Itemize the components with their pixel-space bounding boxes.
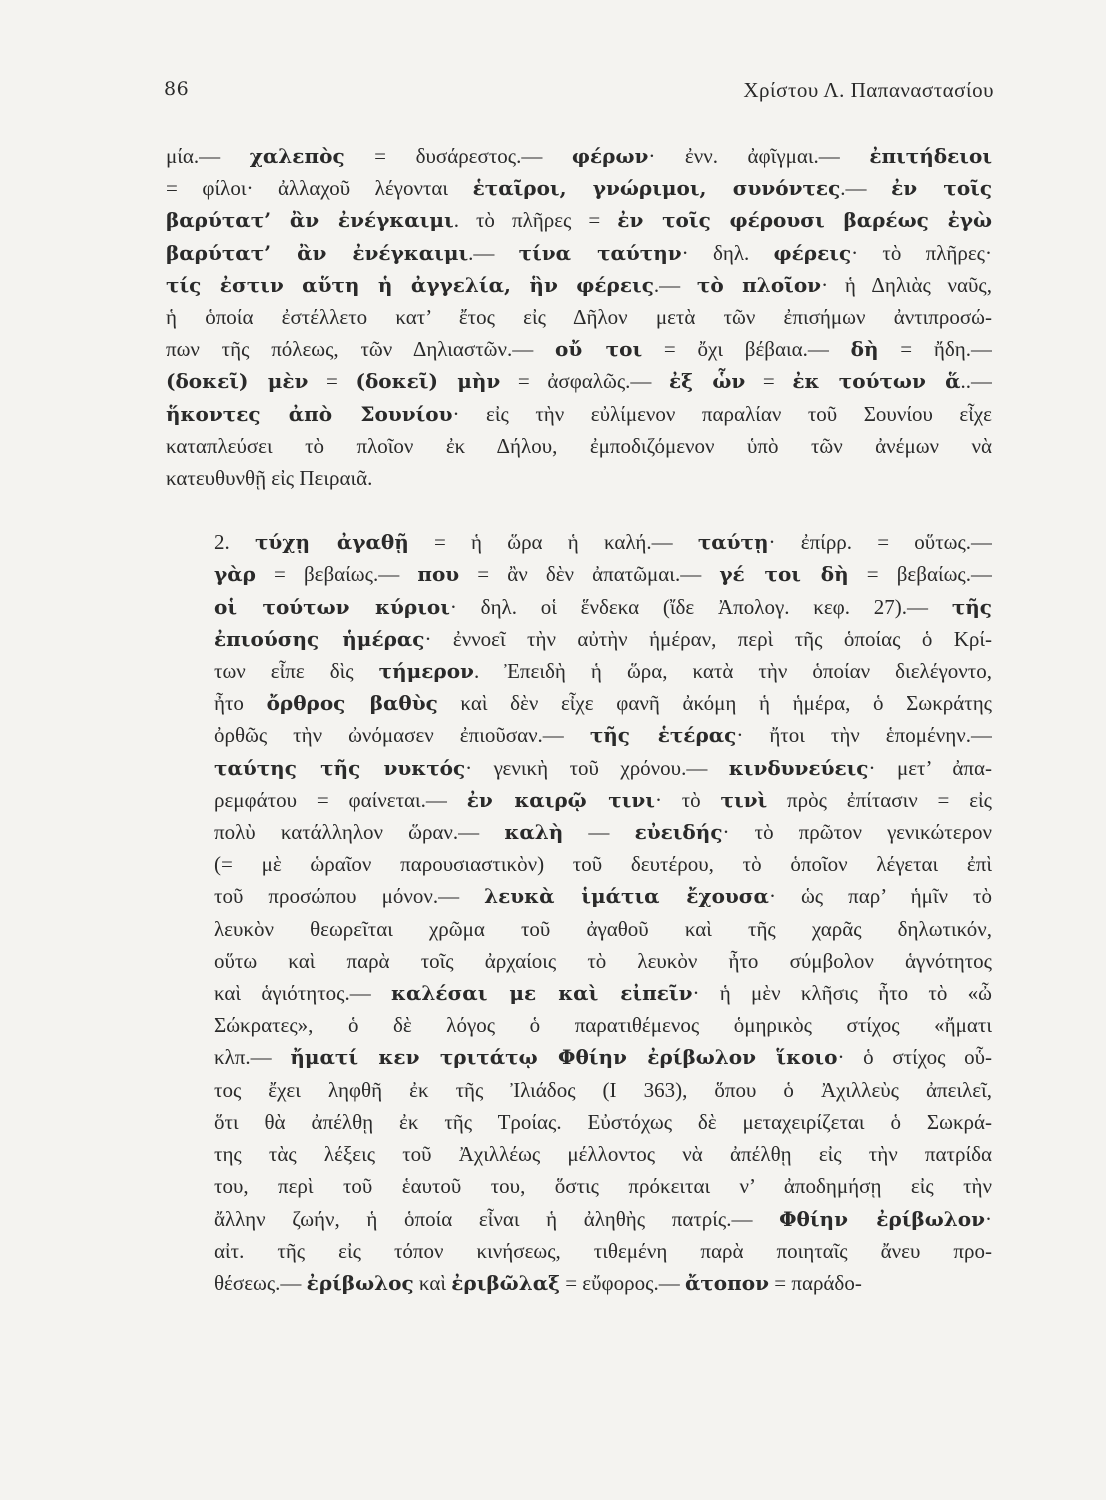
lemma-term: (δοκεῖ) μὴν [355, 369, 501, 394]
text-run: τος ἔχει ληφθῆ ἐκ τῆς Ἰλιάδος (Ι 363), ὅπου ὁ Ἀχιλλεὺς ἀπειλεῖ, [214, 1077, 992, 1102]
text-run: οὕτω καὶ παρὰ τοῖς ἀρχαίοις τὸ λευκὸν ἦτο σύμβολον ἁγνότητος [214, 948, 992, 973]
text-line [166, 237, 992, 269]
lemma-term: ἐν τοῖς [891, 176, 992, 201]
page-number: 86 [164, 78, 190, 100]
lemma-term: τινὶ [720, 787, 768, 812]
text-line [166, 1170, 992, 1202]
text-run: 2. [214, 530, 255, 555]
text-line [166, 526, 992, 558]
lemma-term: τῆς ἑτέρας [589, 723, 737, 748]
text-run: λευκὸν θεωρεῖται χρῶμα τοῦ ἀγαθοῦ καὶ τῆς χαρᾶς δηλωτικόν, [214, 916, 992, 941]
text-run: . Ἐπειδὴ ἡ ὥρα, κατὰ τὴν ὁποίαν διελέγοντο, [473, 659, 992, 684]
text-line [166, 591, 992, 623]
text-line [166, 816, 992, 848]
text-run: . τὸ πλῆρες = [453, 208, 618, 233]
text-run: · ἤτοι τὴν ἑπομένην.— [736, 723, 992, 748]
lemma-term: που [417, 562, 460, 587]
lemma-term: ἐκ τούτων ἅ [792, 369, 961, 394]
text-run: · δηλ. [681, 240, 774, 265]
lemma-term: βαρύτατ’ ἂν ἐνέγκαιμι [166, 208, 454, 233]
lemma-term: ἑταῖροι, γνώριμοι, συνόντες [472, 176, 841, 201]
text-run: τοῦ προσώπου μόνον.— [214, 884, 485, 909]
text-run: = ἤδη.— [878, 337, 992, 362]
text-line [166, 398, 992, 430]
lemma-term: βαρύτατ’ ἂν ἐνέγκαιμι [166, 240, 469, 265]
text-line [166, 269, 992, 301]
lemma-term: χαλεπὸς [249, 144, 345, 168]
text-line [166, 430, 992, 462]
text-run: · τὸ πλῆρες· [851, 240, 992, 265]
text-run: .— [653, 272, 697, 297]
lemma-term: ἐπιούσης ἡμέρας [214, 626, 425, 651]
text-run: πων τῆς πόλεως, τῶν Δηλιαστῶν.— [166, 337, 555, 362]
text-run: καταπλεύσει τὸ πλοῖον ἐκ Δήλου, ἐμποδιζόμενον ὑπὸ τῶν ἀνέμων νὰ [166, 433, 992, 458]
text-line [166, 655, 992, 687]
text-line [166, 462, 992, 494]
text-run: = βεβαίως.— [848, 562, 992, 587]
text-line [166, 848, 992, 880]
lemma-term: τίνα ταύτην [518, 240, 682, 265]
lemma-term: δὴ [850, 337, 879, 362]
lemma-term: γὰρ [214, 562, 256, 587]
text-line [166, 1203, 992, 1235]
text-run: · ἐπίρρ. = οὕτως.— [768, 530, 992, 555]
lemma-term: ταύτῃ [697, 530, 769, 555]
lemma-term: λευκὰ ἱμάτια ἔχουσα [484, 884, 769, 909]
lemma-term: γέ τοι δὴ [719, 562, 849, 587]
lemma-term: ἐξ ὧν [669, 369, 746, 394]
text-run: αἰτ. τῆς εἰς τόπον κινήσεως, τιθεμένη παρὰ ποιηταῖς ἄνευ προ- [214, 1238, 992, 1263]
text-line [166, 913, 992, 945]
text-run: των εἶπε δὶς [214, 659, 379, 684]
text-run: ὀρθῶς τὴν ὠνόμασεν ἐπιοῦσαν.— [214, 723, 590, 748]
text-line [166, 1235, 992, 1267]
text-line [166, 784, 992, 816]
text-run: = ὄχι βέβαια.— [642, 337, 851, 362]
lemma-term: καλέσαι με καὶ εἰπεῖν [391, 981, 693, 1006]
lemma-term: τήμερον [378, 659, 474, 684]
text-run: ἡ ὁποία ἐστέλλετο κατ’ ἔτος εἰς Δῆλον μετὰ τῶν ἐπισήμων ἀντιπροσώ- [166, 305, 992, 330]
text-run: = ἂν δὲν ἀπατῶμαι.— [459, 562, 720, 587]
text-run: Σώκρατες», ὁ δὲ λόγος ὁ παρατιθέμενος ὁμηρικὸς στίχος «ἤματι [214, 1013, 992, 1038]
text-line [166, 945, 992, 977]
text-run: πολὺ κατάλληλον ὥραν.— [214, 820, 505, 845]
lemma-term: τίς ἐστιν αὕτη ἡ ἀγγελία, ἣν φέρεις [166, 272, 654, 297]
lemma-term: ἐριβῶλαξ [451, 1270, 560, 1295]
text-run: · μετ’ ἀπα- [868, 755, 992, 780]
text-run: ἦτο [214, 691, 267, 716]
text-run: = ἀσφαλῶς.— [500, 369, 669, 394]
lemma-term: ὄρθρος βαθὺς [266, 691, 438, 716]
text-line [166, 301, 992, 333]
text-run: · ἐννοεῖ τὴν αὐτὴν ἡμέραν, περὶ τῆς ὁποίας ὁ Κρί- [424, 626, 992, 651]
text-run: του, περὶ τοῦ ἑαυτοῦ του, ὅστις πρόκειται ν’ ἀποδημήσῃ εἰς τὴν [214, 1174, 992, 1199]
text-line [166, 1106, 992, 1138]
lemma-term: ἤματί κεν τριτάτῳ Φθίην ἐρίβωλον ἵκοιο [290, 1045, 838, 1070]
text-run: · [985, 1206, 992, 1231]
text-line [166, 752, 992, 784]
lemma-term: φέρεις [773, 240, 852, 265]
text-run: = [308, 369, 356, 394]
text-run: μία.— [166, 144, 250, 168]
text-run: ἄλλην ζωήν, ἡ ὁποία εἶναι ἡ ἀληθὴς πατρίς.— [214, 1206, 780, 1231]
text-run: · τὸ πρῶτον γενικώτερον [722, 820, 992, 845]
text-run: · δηλ. οἱ ἕνδεκα (ἴδε Ἀπολογ. κεφ. 27).— [449, 594, 952, 619]
header-title: Χρίστου Λ. Παπαναστασίου [743, 78, 994, 102]
lemma-term: ἐρίβωλος [306, 1270, 414, 1295]
commentary-text [166, 140, 992, 1299]
text-run: κατευθυνθῇ εἰς Πειραιᾶ. [166, 466, 373, 491]
lemma-term: κινδυνεύεις [728, 755, 869, 780]
paragraph-1 [166, 140, 992, 494]
text-run: καὶ δὲν εἶχε φανῆ ἀκόμη ἡ ἡμέρα, ὁ Σωκράτης [437, 691, 992, 716]
lemma-term: καλὴ [504, 820, 564, 845]
text-run: = [745, 369, 793, 394]
text-line [166, 1074, 992, 1106]
text-run: · τὸ [654, 787, 721, 812]
text-line [166, 204, 992, 236]
text-run: κλπ.— [214, 1045, 291, 1070]
text-run: = παράδο- [769, 1270, 862, 1295]
text-run: ὅτι θὰ ἀπέλθῃ ἐκ τῆς Τροίας. Εὐστόχως δὲ μεταχειρίζεται ὁ Σωκρά- [214, 1109, 992, 1134]
text-run: = φίλοι· ἀλλαχοῦ λέγονται [166, 176, 473, 201]
lemma-term: ἥκοντες ἀπὸ Σουνίου [166, 401, 453, 426]
text-run: .— [840, 176, 892, 201]
lemma-term: οἱ τούτων κύριοι [214, 594, 450, 619]
text-run: · ὡς παρ’ ἡμῖν τὸ [768, 884, 992, 909]
text-line [166, 172, 992, 204]
text-line [166, 558, 992, 590]
text-run: .— [468, 240, 519, 265]
text-run: = βεβαίως.— [255, 562, 418, 587]
text-line [166, 977, 992, 1009]
text-run: = εὔφορος.— [559, 1270, 685, 1295]
text-line [166, 333, 992, 365]
lemma-term: τύχῃ ἀγαθῇ [254, 530, 409, 555]
lemma-term: ἄτοπον [684, 1270, 769, 1295]
lemma-term: Φθίην ἐρίβωλον [779, 1206, 985, 1231]
paragraph-2 [166, 526, 992, 1299]
text-run: · ὁ στίχος οὗ- [837, 1045, 992, 1070]
lemma-term: οὔ τοι [554, 337, 643, 362]
text-run: · ἡ Δηλιὰς ναῦς, [821, 272, 992, 297]
text-run: · ἡ μὲν κλῆσις ἦτο τὸ «ὦ [692, 981, 992, 1006]
text-line [166, 140, 992, 172]
lemma-term: ταύτης τῆς νυκτός [214, 755, 466, 780]
lemma-term: εὐειδής [634, 820, 723, 845]
text-line [166, 1041, 992, 1073]
text-line [166, 719, 992, 751]
text-line [166, 1267, 992, 1299]
text-run: — [563, 820, 635, 845]
text-line [166, 365, 992, 397]
lemma-term: τὸ πλοῖον [696, 272, 822, 297]
text-line [166, 1009, 992, 1041]
lemma-term: (δοκεῖ) μὲν [166, 369, 309, 394]
lemma-term: φέρων [571, 144, 649, 168]
text-run: (= μὲ ὡραῖον παρουσιαστικὸν) τοῦ δευτέρου, τὸ ὁποῖον λέγεται ἐπὶ [214, 852, 992, 877]
text-run: = ἡ ὥρα ἡ καλή.— [408, 530, 698, 555]
text-run: · ἐνν. ἀφῖγμαι.— [648, 144, 870, 168]
text-line [166, 687, 992, 719]
lemma-term: ἐπιτήδειοι [869, 144, 992, 168]
text-run: ..— [960, 369, 992, 394]
text-run: ρεμφάτου = φαίνεται.— [214, 787, 467, 812]
lemma-term: τῆς [951, 594, 992, 619]
text-line [166, 880, 992, 912]
text-line [166, 623, 992, 655]
text-run: · εἰς τὴν εὐλίμενον παραλίαν τοῦ Σουνίου εἶχε [452, 401, 992, 426]
lemma-term: ἐν τοῖς φέρουσι βαρέως ἐγὼ [617, 208, 992, 233]
text-run: = δυσάρεστος.— [344, 144, 572, 168]
text-run: καὶ [413, 1270, 452, 1295]
text-run: · γενικὴ τοῦ χρόνου.— [465, 755, 729, 780]
lemma-term: ἐν καιρῷ τινι [466, 787, 655, 812]
text-run: της τὰς λέξεις τοῦ Ἀχιλλέως μέλλοντος νὰ ἀπέλθῃ εἰς τὴν πατρίδα [214, 1142, 992, 1167]
text-run: θέσεως.— [214, 1270, 307, 1295]
text-run: καὶ ἁγιότητος.— [214, 981, 391, 1006]
text-line [166, 1138, 992, 1170]
text-run: πρὸς ἐπίτασιν = εἰς [767, 787, 992, 812]
